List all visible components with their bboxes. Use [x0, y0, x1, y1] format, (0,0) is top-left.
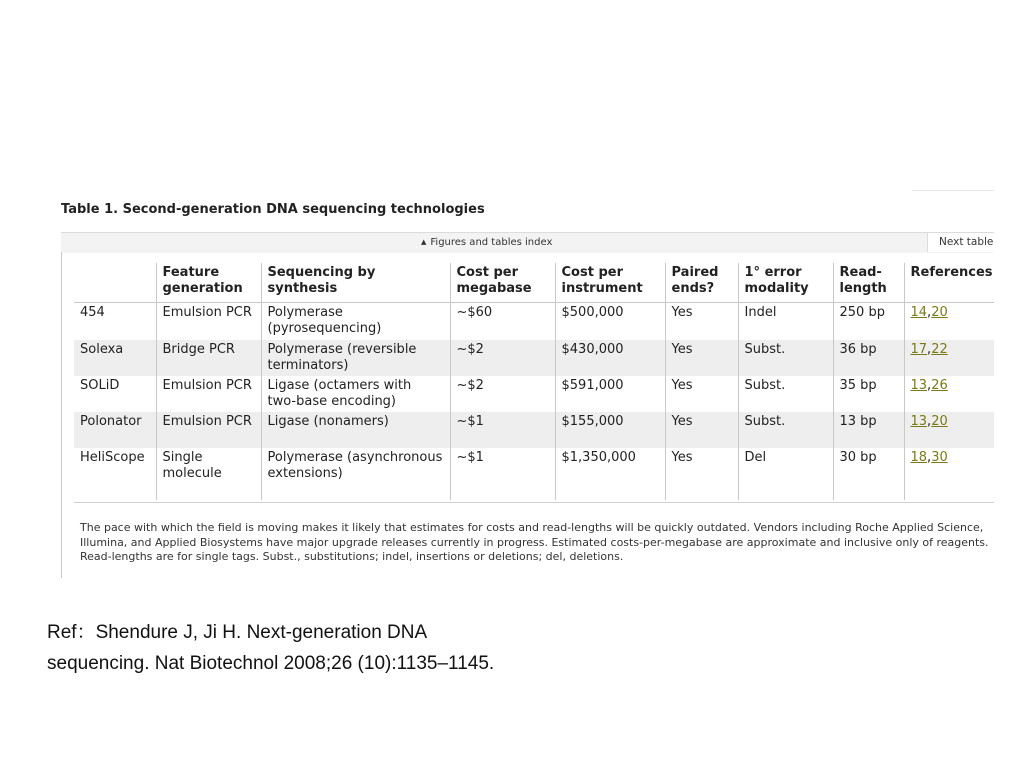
cell-cost-megabase: ~$1 — [450, 412, 555, 448]
cell-cost-megabase: ~$2 — [450, 340, 555, 376]
cell-error: Subst. — [738, 412, 833, 448]
reference-link[interactable]: 14 — [910, 305, 928, 320]
ref-separator: , — [927, 305, 932, 320]
ref-separator: , — [927, 341, 932, 357]
reference-link[interactable]: 13 — [910, 413, 928, 429]
figures-index-link[interactable] — [421, 237, 552, 248]
col-header-platform — [74, 263, 156, 303]
cell-references — [904, 303, 994, 340]
col-header-feature: Feature generation — [156, 263, 261, 303]
table-row — [74, 412, 994, 448]
cell-error: Subst. — [738, 376, 833, 412]
cell-feature: Single molecule — [156, 448, 261, 500]
header-row — [74, 263, 994, 303]
table-row — [74, 448, 994, 500]
cell-feature: Bridge PCR — [156, 340, 261, 376]
reference-link[interactable]: 17 — [910, 341, 928, 357]
cell-feature: Emulsion PCR — [156, 412, 261, 448]
table-navbar — [61, 232, 994, 253]
col-header-synthesis: Sequencing by synthesis — [261, 263, 450, 303]
cell-cost-instrument: $430,000 — [555, 340, 665, 376]
cell-paired: Yes — [665, 412, 738, 448]
cell-paired: Yes — [665, 376, 738, 412]
cell-cost-instrument: $591,000 — [555, 376, 665, 412]
cell-references — [904, 448, 994, 500]
ref-separator: , — [927, 449, 932, 465]
table-title: Table 1. Second-generation DNA sequencing technologies — [61, 202, 485, 217]
cell-read-length: 30 bp — [833, 448, 904, 500]
cell-synthesis: Polymerase (reversible terminators) — [261, 340, 450, 376]
top-rule — [912, 190, 994, 191]
ref-separator: , — [927, 413, 932, 429]
reference-link[interactable]: 30 — [931, 449, 948, 465]
citation-reference: Ref：Shendure J, Ji H. Next-generation DNA sequencing. Nat Biotechnol 2008;26 (10):1135–1145. — [47, 622, 495, 674]
sequencing-table — [74, 263, 994, 500]
cell-paired: Yes — [665, 340, 738, 376]
reference-link[interactable]: 20 — [931, 305, 948, 320]
cell-platform: SOLiD — [74, 376, 156, 412]
cell-references — [904, 376, 994, 412]
cell-read-length: 13 bp — [833, 412, 904, 448]
cell-platform: Solexa — [74, 340, 156, 376]
reference-link[interactable]: 22 — [931, 341, 948, 357]
reference-link[interactable]: 20 — [931, 413, 948, 429]
col-header-read-length: Read-length — [833, 263, 904, 303]
cell-synthesis: Ligase (nonamers) — [261, 412, 450, 448]
col-header-cost-instrument: Cost per instrument — [555, 263, 665, 303]
cell-error: Subst. — [738, 340, 833, 376]
triangle-up-icon: ▲ — [421, 238, 427, 246]
table-row — [74, 303, 994, 340]
cell-paired: Yes — [665, 448, 738, 500]
cell-references — [904, 412, 994, 448]
cell-error: Del — [738, 448, 833, 500]
cell-read-length: 36 bp — [833, 340, 904, 376]
cell-cost-instrument: $500,000 — [555, 303, 665, 340]
cell-paired: Yes — [665, 303, 738, 340]
cell-feature: Emulsion PCR — [156, 303, 261, 340]
table-frame — [61, 252, 994, 578]
reference-link[interactable]: 18 — [910, 449, 928, 465]
col-header-paired: Paired ends? — [665, 263, 738, 303]
table-footnote: The pace with which the field is moving makes it likely that estimates for costs and read-lengths will be quickly outdated. Vendors including Roche Applied Science, Illumina, and Applied Biosystems have major upgrade releases currently in progress. Estimated costs-per-megabase are approximate and inclusive only of reagents. Read-lengths are for single tags. Subst., substitutions; indel, insertions or deletions; del, deletions. — [80, 521, 989, 563]
cell-synthesis: Ligase (octamers with two-base encoding) — [261, 376, 450, 412]
footnote-divider — [74, 502, 994, 503]
figures-index-label: Figures and tables index — [430, 237, 553, 248]
reference-link[interactable]: 26 — [931, 377, 948, 393]
ref-separator: , — [927, 377, 932, 393]
cell-cost-megabase: ~$2 — [450, 376, 555, 412]
cell-error: Indel — [738, 303, 833, 340]
col-header-error: 1° error modality — [738, 263, 833, 303]
cell-feature: Emulsion PCR — [156, 376, 261, 412]
cell-read-length: 250 bp — [833, 303, 904, 340]
col-header-cost-megabase: Cost per megabase — [450, 263, 555, 303]
cell-synthesis: Polymerase (pyrosequencing) — [261, 303, 450, 340]
cell-platform: HeliScope — [74, 448, 156, 500]
cell-synthesis: Polymerase (asynchronous extensions) — [261, 448, 450, 500]
next-table-button[interactable]: Next table — [927, 233, 994, 252]
cell-references — [904, 340, 994, 376]
table-screenshot — [61, 190, 994, 578]
table-row — [74, 340, 994, 376]
cell-cost-instrument: $155,000 — [555, 412, 665, 448]
col-header-references: References — [904, 263, 994, 303]
reference-link[interactable]: 13 — [910, 377, 928, 393]
cell-platform: Polonator — [74, 412, 156, 448]
cell-cost-megabase: ~$60 — [450, 303, 555, 340]
cell-read-length: 35 bp — [833, 376, 904, 412]
cell-cost-megabase: ~$1 — [450, 448, 555, 500]
table-row — [74, 376, 994, 412]
cell-cost-instrument: $1,350,000 — [555, 448, 665, 500]
cell-platform: 454 — [74, 303, 156, 340]
